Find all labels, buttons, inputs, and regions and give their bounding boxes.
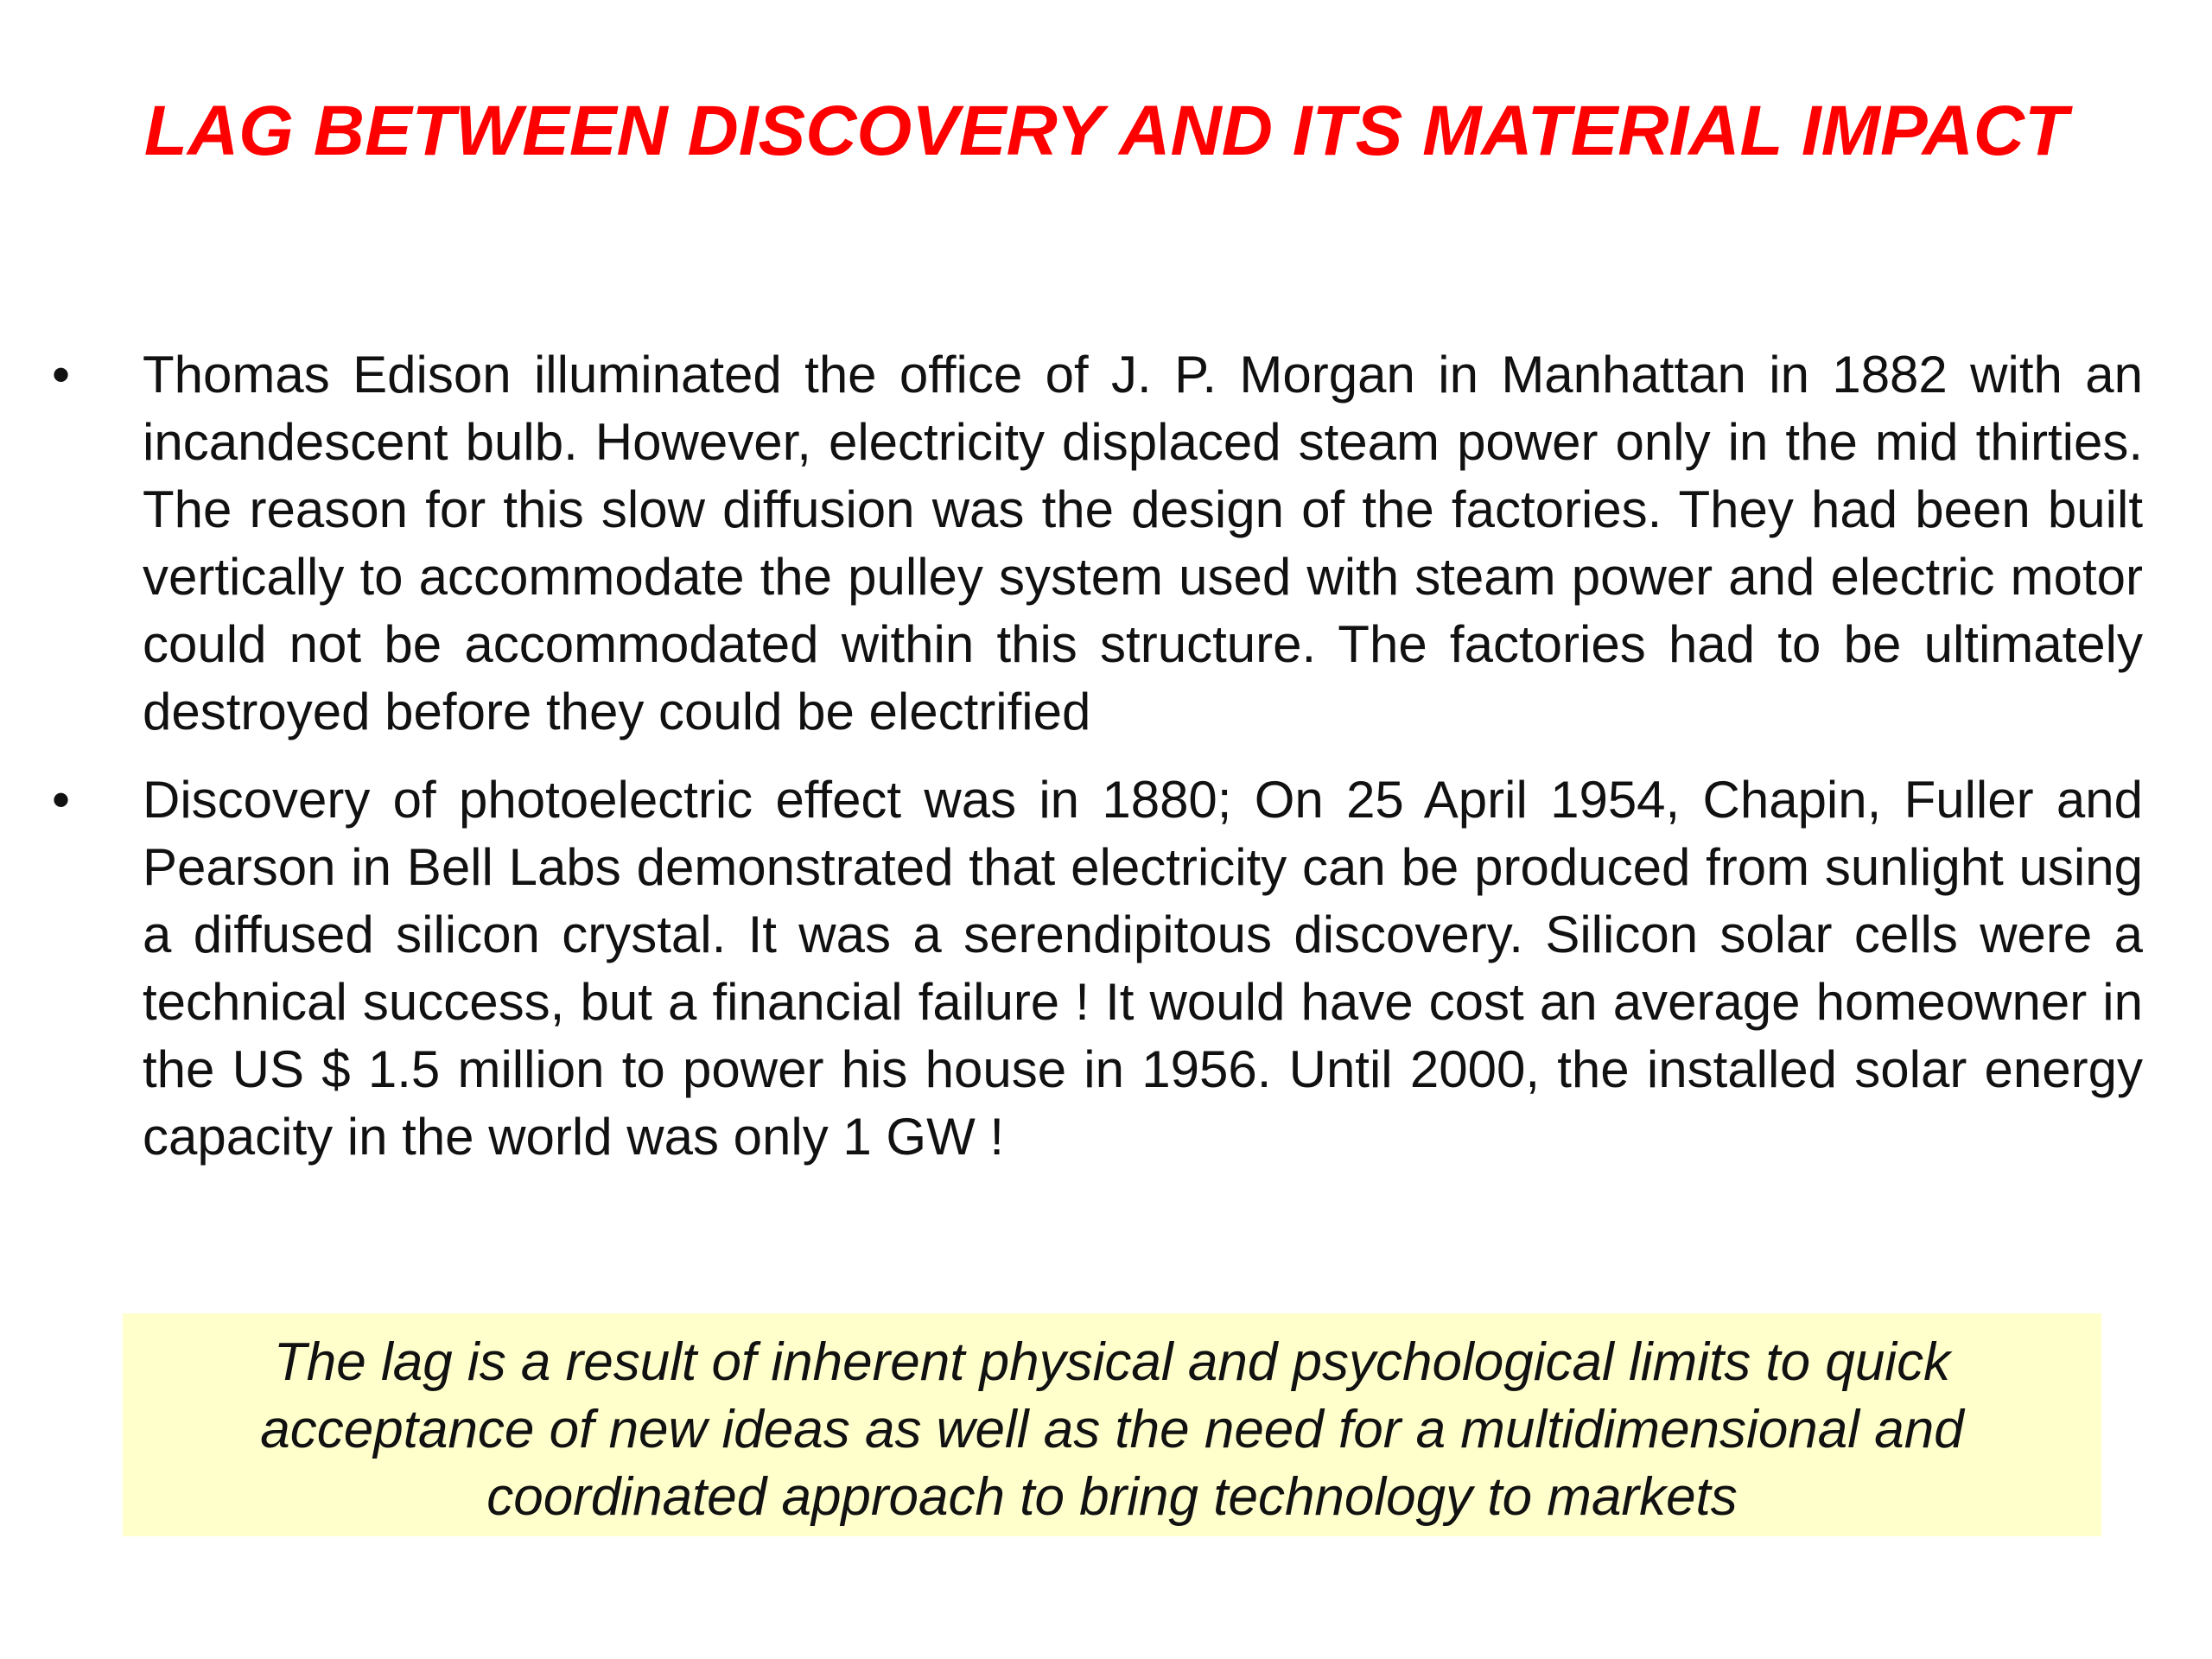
conclusion-box (123, 1313, 2101, 1536)
bullet-item-edison (52, 341, 2143, 746)
bullet-item-photoelectric (52, 766, 2143, 1171)
bullet-list (52, 341, 2143, 1192)
bullet-marker: • (52, 771, 71, 829)
bullet-marker: • (52, 346, 71, 404)
bullet-text-edison: Thomas Edison illuminated the office of J. P. Morgan in Manhattan in 1882 with an incandescent bulb. However, electricity displaced steam power only in the mid thirties. The reason for this slow diffusion was the design of the factories. They had been built vertically to accommodate the pulley system used with steam power and electric motor could not be accommodated within this structure. The factories had to be ultimately destroyed before they could be electrified (143, 346, 2143, 741)
slide-title: LAG BETWEEN DISCOVERY AND ITS MATERIAL IMPACT (143, 92, 2069, 170)
bullet-text-photoelectric: Discovery of photoelectric effect was in 1880; On 25 April 1954, Chapin, Fuller and Pearson in Bell Labs demonstrated that electricity can be produced from sunlight using a diffused silicon crystal. It was a serendipitous discovery. Silicon solar cells were a technical success, but a financial failure ! It would have cost an average homeowner in the US $ 1.5 million to power his house in 1956. Until 2000, the installed solar energy capacity in the world was only 1 GW ! (143, 771, 2143, 1166)
conclusion-text: The lag is a result of inherent physical and psychological limits to quick acceptance of new ideas as well as the need for a multidimensional and coordinated approach to bring technology to markets (260, 1332, 1964, 1527)
